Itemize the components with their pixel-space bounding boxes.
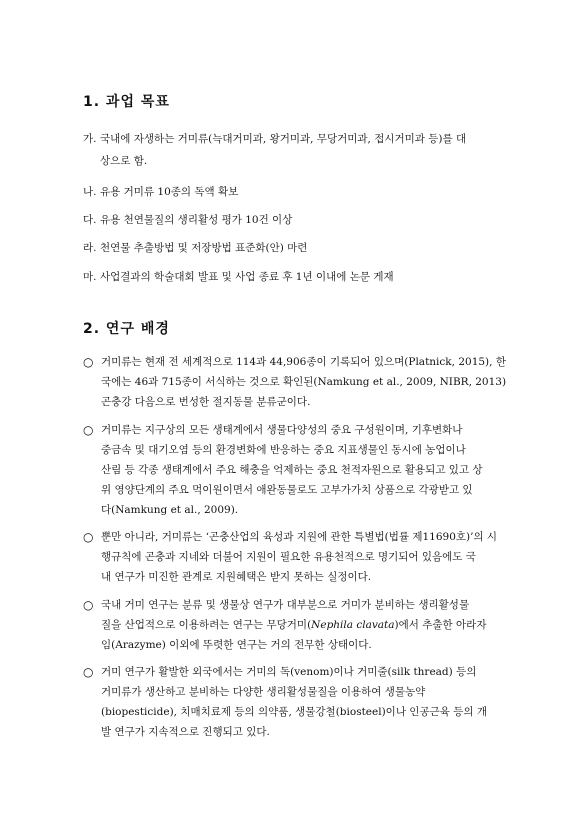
goal-item <box>83 237 508 259</box>
text-line: 중금속 및 대기오염 등의 환경변화에 반응하는 중요 지표생물인 동시에 농업이나 <box>101 444 466 456</box>
goal-text: 사업결과의 학술대회 발표 및 사업 종료 후 1년 이내에 논문 게재 <box>100 271 394 283</box>
bullet-circle-icon: ○ <box>83 355 94 369</box>
bullet-text <box>101 352 510 412</box>
text-line: 거미 연구가 활발한 외국에서는 거미의 독(venom)이나 거미줄(silk thread) 등의 <box>101 666 477 678</box>
text-line: 곤충강 다음으로 번성한 절지동물 분류군이다. <box>101 396 311 408</box>
text-line: 위 영양단계의 주요 먹이원이면서 애완동물로도 고부가가치 상품으로 각광받고 있 <box>101 484 473 496</box>
bullet-circle-icon: ○ <box>83 423 94 437</box>
text-line: 다(Namkung et al., 2009). <box>101 504 239 516</box>
bullet-text <box>101 595 510 655</box>
bullet-item <box>83 595 510 655</box>
bullet-item <box>83 527 510 587</box>
text-line: 임(Arazyme) 이외에 뚜렷한 연구는 거의 전무한 상태이다. <box>101 639 372 651</box>
goal-marker: 마. <box>83 271 97 283</box>
goal-marker: 다. <box>83 214 97 226</box>
text-line: 거미류는 지구상의 모든 생태계에서 생물다양성의 중요 구성원이며, 기후변화나 <box>101 424 463 436</box>
goal-text: 천연물 추출방법 및 저장방법 표준화(안) 마련 <box>100 242 308 254</box>
goal-text: 유용 거미류 10종의 독액 확보 <box>100 186 239 198</box>
bullet-circle-icon: ○ <box>83 530 94 544</box>
text-line: 내 연구가 미진한 관계로 지원혜택은 받지 못하는 실정이다. <box>101 571 372 583</box>
bullet-text <box>101 420 510 520</box>
text-line: 산림 등 각종 생태계에서 주요 해충을 억제하는 중요 천적자원으로 활용되고 있고 상 <box>101 464 483 476</box>
goal-item <box>83 128 508 172</box>
scientific-name: Nephila clavata <box>311 619 395 631</box>
text-line: (biopesticide), 치매치료제 등의 의약품, 생물강철(biosteel)이나 인공근육 등의 개 <box>101 706 487 718</box>
goal-marker: 가. <box>83 133 97 145</box>
bullet-item <box>83 662 510 742</box>
bullet-circle-icon: ○ <box>83 665 94 679</box>
section-heading-background: 2. 연구 배경 <box>83 321 170 337</box>
section-heading-objectives: 1. 과업 목표 <box>83 94 170 110</box>
goal-text: 유용 천연물질의 생리활성 평가 10건 이상 <box>100 214 293 226</box>
bullet-text <box>101 662 510 742</box>
text-line: 거미류는 현재 전 세계적으로 114과 44,906종이 기록되어 있으며(Platnick, 2015), 한 <box>101 356 506 368</box>
text-line: 국에는 46과 715종이 서식하는 것으로 확인된(Namkung et al., 2009, NIBR, 2013) <box>101 376 507 388</box>
goal-text-continued: 상으로 함. <box>100 155 148 167</box>
text-line: 뿐만 아니라, 거미류는 ‘곤충산업의 육성과 지원에 관한 특별법(법률 제11690호)’의 시 <box>101 531 498 543</box>
bullet-circle-icon: ○ <box>83 598 94 612</box>
text-line: 국내 거미 연구는 분류 및 생물상 연구가 대부분으로 거미가 분비하는 생리활성물 <box>101 599 470 611</box>
bullet-item <box>83 352 510 412</box>
text-line: 거미류가 생산하고 분비하는 다양한 생리활성물질을 이용하여 생물농약 <box>101 686 426 698</box>
goal-marker: 나. <box>83 186 97 198</box>
bullet-text <box>101 527 510 587</box>
bullet-item <box>83 420 510 520</box>
goal-item <box>83 266 508 288</box>
text-line: 질을 산업적으로 이용하려는 연구는 무당거미(Nephila clavata)에서 추출한 아라자 <box>101 619 487 631</box>
goal-text: 국내에 자생하는 거미류(늑대거미과, 왕거미과, 무당거미과, 접시거미과 등)를 대 <box>100 133 467 145</box>
goal-marker: 라. <box>83 242 97 254</box>
text-line: 행규칙에 곤충과 지네와 더불어 지원이 필요한 유용천적으로 명기되어 있음에도 국 <box>101 551 476 563</box>
goal-item <box>83 181 508 203</box>
text-line: 발 연구가 지속적으로 진행되고 있다. <box>101 726 270 738</box>
goal-item <box>83 209 508 231</box>
